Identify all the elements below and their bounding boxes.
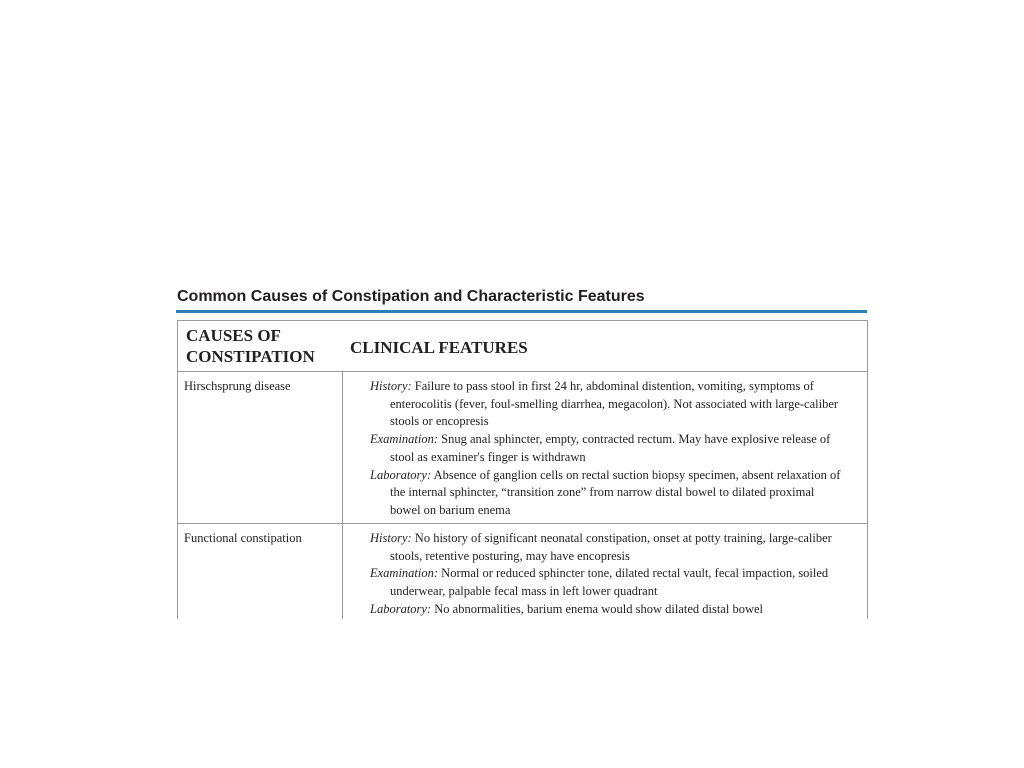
feature-label: Laboratory:	[370, 601, 432, 616]
feature-history	[370, 530, 848, 565]
feature-label: Laboratory:	[370, 467, 432, 482]
feature-history	[370, 378, 848, 431]
features-cell	[370, 378, 848, 520]
feature-text: Snug anal sphincter, empty, contracted rectum. May have explosive release of stool as examiner's finger is withdrawn	[390, 432, 831, 464]
table-row	[178, 372, 867, 524]
feature-label: Examination:	[370, 566, 439, 581]
feature-text: No abnormalities, barium enema would show dilated distal bowel	[434, 601, 763, 616]
column-divider	[342, 372, 343, 523]
title-rule	[176, 310, 867, 313]
feature-label: History:	[370, 379, 412, 393]
feature-laboratory	[370, 601, 848, 619]
feature-examination	[370, 565, 848, 600]
table-row	[178, 524, 867, 619]
feature-laboratory	[370, 467, 848, 520]
constipation-table	[177, 320, 868, 619]
feature-label: Examination:	[370, 432, 439, 447]
feature-label: History:	[370, 531, 412, 545]
header-clinical-features: CLINICAL FEATURES	[350, 338, 528, 357]
feature-text: Absence of ganglion cells on rectal suction biopsy specimen, absent relaxation of the internal sphincter, “transition zone” from narrow distal bowel to dilated proximal bowel on barium enema	[390, 467, 841, 517]
features-cell	[370, 530, 848, 619]
table-title: Common Causes of Constipation and Characteristic Features	[177, 288, 645, 305]
cause-cell: Hirschsprung disease	[184, 379, 291, 393]
cause-cell: Functional constipation	[184, 531, 302, 545]
feature-text: No history of significant neonatal constipation, onset at potty training, large-caliber stools, retentive posturing, may have encopresis	[390, 531, 832, 563]
header-causes: CAUSES OF CONSTIPATION	[186, 326, 315, 366]
feature-text: Normal or reduced sphincter tone, dilated rectal vault, fecal impaction, soiled underwear, palpable fecal mass in left lower quadrant	[390, 566, 829, 599]
table-header-row	[178, 321, 867, 372]
feature-text: Failure to pass stool in first 24 hr, abdominal distention, vomiting, symptoms of enterocolitis (fever, foul-smelling diarrhea, megacolon). Not associated with large-caliber stools or encopresis	[390, 379, 839, 429]
feature-examination	[370, 431, 848, 466]
column-divider	[342, 524, 343, 619]
